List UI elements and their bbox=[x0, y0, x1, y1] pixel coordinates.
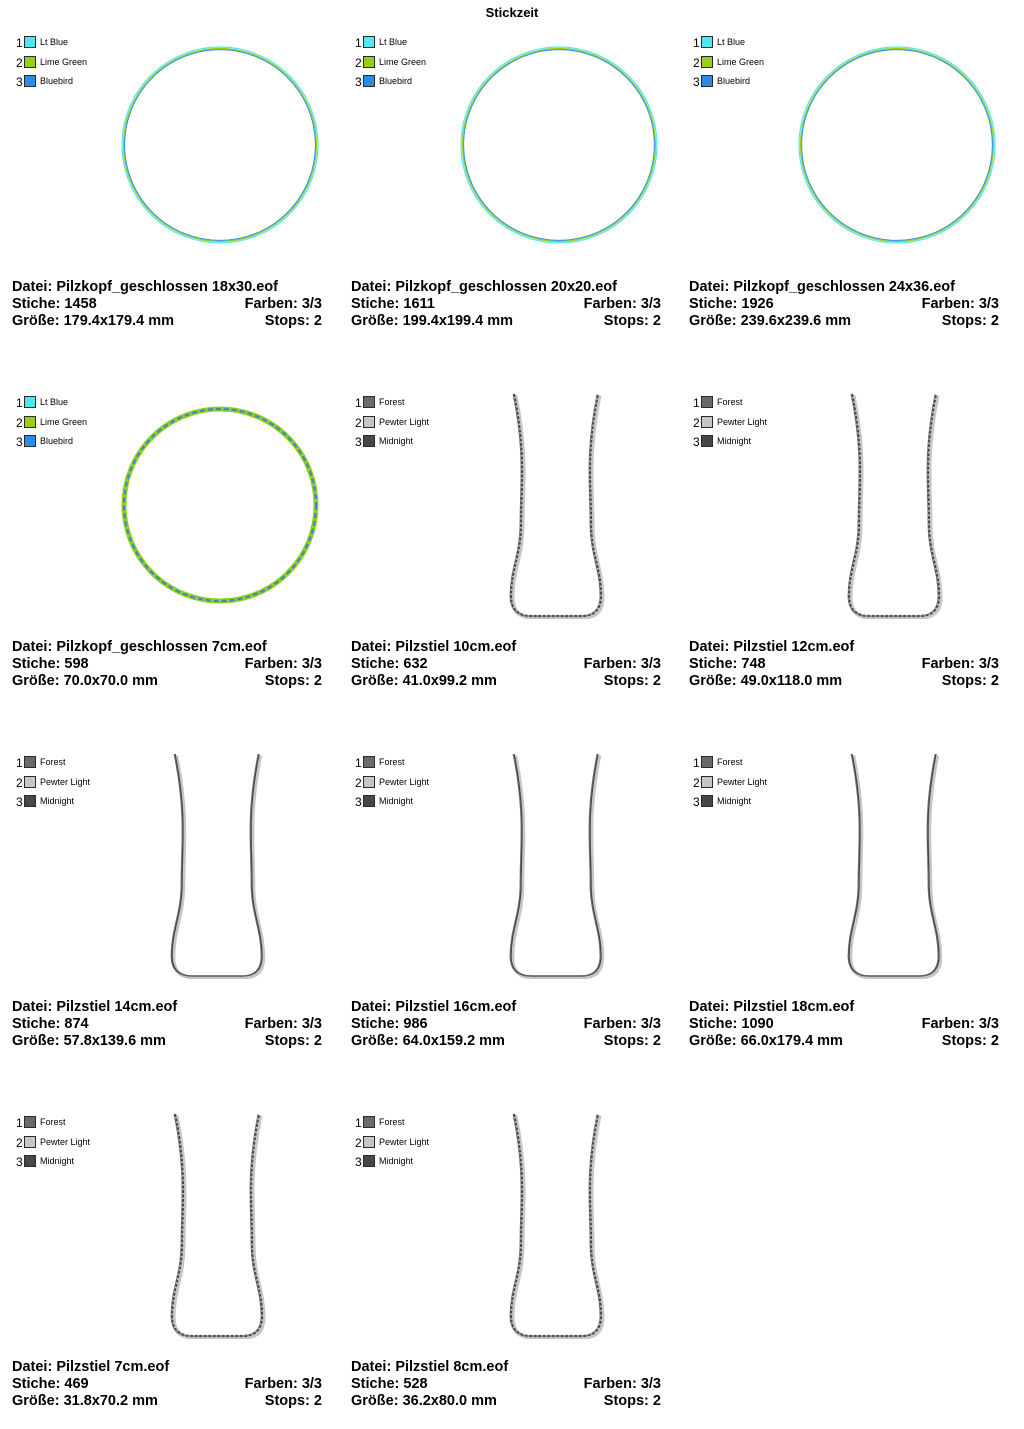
file-line bbox=[351, 999, 661, 1016]
size-value: 66.0x179.4 mm bbox=[740, 1033, 843, 1049]
color-swatch bbox=[363, 75, 375, 87]
colors-value: 3/3 bbox=[978, 656, 999, 672]
file-line bbox=[689, 999, 999, 1016]
stops-label: Stops: bbox=[264, 673, 310, 689]
thread-name: Forest bbox=[379, 397, 405, 407]
file-line bbox=[12, 1359, 322, 1376]
stitch-count: 986 bbox=[403, 1016, 428, 1032]
color-swatch bbox=[701, 776, 713, 788]
color-swatch bbox=[363, 56, 375, 68]
legend-number: 2 bbox=[693, 55, 700, 70]
stops-info bbox=[265, 1033, 322, 1050]
stops-info bbox=[942, 1033, 999, 1050]
colors-info bbox=[922, 296, 999, 313]
design-info bbox=[351, 1359, 661, 1410]
stitch-outline bbox=[802, 50, 993, 241]
color-swatch bbox=[24, 776, 36, 788]
stops-info bbox=[604, 1033, 661, 1050]
file-name: Pilzstiel 10cm.eof bbox=[395, 639, 517, 655]
stops-label: Stops: bbox=[603, 313, 649, 329]
file-label: Datei: bbox=[12, 1359, 53, 1375]
stitch-outline bbox=[174, 1116, 264, 1338]
colors-info bbox=[922, 1016, 999, 1033]
design-info bbox=[12, 999, 322, 1050]
color-swatch bbox=[363, 416, 375, 428]
stitch-line bbox=[689, 656, 999, 673]
size-line bbox=[351, 673, 661, 690]
thread-name: Forest bbox=[379, 757, 405, 767]
colors-value: 3/3 bbox=[978, 296, 999, 312]
color-swatch bbox=[363, 36, 375, 48]
size-label: Größe: bbox=[689, 673, 737, 689]
stitch-line bbox=[351, 656, 661, 673]
legend-number: 3 bbox=[693, 75, 700, 89]
thread-name: Lime Green bbox=[379, 56, 427, 67]
thread-name: Midnight bbox=[40, 1156, 75, 1166]
file-line bbox=[689, 639, 999, 656]
file-label: Datei: bbox=[12, 639, 53, 655]
colors-label: Farben: bbox=[583, 1376, 637, 1392]
thread-name: Lime Green bbox=[717, 56, 765, 67]
stitch-line bbox=[351, 1376, 661, 1393]
size-line bbox=[12, 1033, 322, 1050]
legend-number: 3 bbox=[16, 1155, 23, 1169]
legend-number: 1 bbox=[355, 36, 362, 50]
stitch-line bbox=[351, 296, 661, 313]
color-swatch bbox=[363, 776, 375, 788]
thread-name: Lt Blue bbox=[379, 37, 408, 47]
size-value: 57.8x139.6 mm bbox=[63, 1033, 166, 1049]
legend-number: 2 bbox=[355, 55, 362, 70]
size-label: Größe: bbox=[351, 1033, 399, 1049]
thread-name: Lime Green bbox=[40, 56, 88, 67]
file-name: Pilzstiel 18cm.eof bbox=[733, 999, 855, 1015]
thread-name: Forest bbox=[717, 397, 743, 407]
legend-number: 1 bbox=[16, 396, 23, 410]
stitch-label: Stiche: bbox=[351, 1016, 400, 1032]
page-title: Stickzeit bbox=[485, 5, 539, 20]
legend-number: 2 bbox=[16, 775, 23, 790]
color-swatch bbox=[24, 1136, 36, 1148]
stops-value: 2 bbox=[313, 673, 322, 689]
stitch-count: 632 bbox=[403, 656, 428, 672]
design-card bbox=[10, 9, 330, 349]
stitch-outline bbox=[513, 396, 603, 618]
color-swatch bbox=[24, 435, 36, 447]
size-line bbox=[351, 313, 661, 330]
legend-number: 3 bbox=[693, 435, 700, 449]
size-line bbox=[12, 673, 322, 690]
thread-name: Bluebird bbox=[717, 76, 751, 86]
legend-number: 2 bbox=[16, 55, 23, 70]
design-card bbox=[349, 369, 669, 709]
design-info bbox=[689, 999, 999, 1050]
colors-info bbox=[245, 656, 322, 673]
color-swatch bbox=[24, 756, 36, 768]
stops-value: 2 bbox=[313, 1393, 322, 1409]
colors-info bbox=[922, 656, 999, 673]
file-label: Datei: bbox=[351, 279, 392, 295]
size-value: 41.0x99.2 mm bbox=[402, 673, 497, 689]
file-label: Datei: bbox=[12, 999, 53, 1015]
stitch-label: Stiche: bbox=[12, 1376, 61, 1392]
colors-label: Farben: bbox=[583, 1016, 637, 1032]
color-swatch bbox=[701, 435, 713, 447]
stops-info bbox=[604, 1393, 661, 1410]
design-card bbox=[349, 1089, 669, 1429]
stops-info bbox=[942, 313, 999, 330]
stitch-line bbox=[12, 656, 322, 673]
size-line bbox=[689, 673, 999, 690]
file-label: Datei: bbox=[351, 1359, 392, 1375]
stops-info bbox=[604, 313, 661, 330]
stitch-count: 1090 bbox=[741, 1016, 774, 1032]
file-name: Pilzstiel 16cm.eof bbox=[395, 999, 517, 1015]
size-line bbox=[351, 1033, 661, 1050]
legend-number: 1 bbox=[16, 1116, 23, 1130]
thread-name: Lt Blue bbox=[717, 37, 746, 47]
size-label: Größe: bbox=[689, 1033, 737, 1049]
stops-label: Stops: bbox=[941, 673, 987, 689]
file-line bbox=[351, 1359, 661, 1376]
stitch-label: Stiche: bbox=[351, 656, 400, 672]
thread-name: Pewter Light bbox=[717, 416, 768, 427]
stitch-count: 469 bbox=[64, 1376, 89, 1392]
stitch-outline bbox=[851, 756, 941, 978]
stitch-outline bbox=[513, 1116, 603, 1338]
legend-number: 2 bbox=[355, 415, 362, 430]
file-name: Pilzstiel 8cm.eof bbox=[395, 1359, 509, 1375]
stitch-line bbox=[351, 1016, 661, 1033]
size-label: Größe: bbox=[12, 673, 60, 689]
color-swatch bbox=[363, 756, 375, 768]
color-swatch bbox=[24, 1116, 36, 1128]
stitch-count: 598 bbox=[64, 656, 89, 672]
legend-number: 1 bbox=[355, 756, 362, 770]
color-swatch bbox=[363, 1155, 375, 1167]
file-label: Datei: bbox=[689, 639, 730, 655]
thread-name: Lime Green bbox=[40, 416, 88, 427]
color-swatch bbox=[701, 396, 713, 408]
color-swatch bbox=[701, 75, 713, 87]
stitch-line bbox=[689, 296, 999, 313]
file-name: Pilzkopf_geschlossen 24x36.eof bbox=[733, 279, 955, 295]
file-name: Pilzstiel 12cm.eof bbox=[733, 639, 855, 655]
stitch-count: 1611 bbox=[403, 296, 435, 312]
size-line bbox=[12, 1393, 322, 1410]
stops-value: 2 bbox=[652, 1393, 661, 1409]
thread-name: Forest bbox=[717, 757, 743, 767]
stitch-count: 874 bbox=[64, 1016, 89, 1032]
size-value: 179.4x179.4 mm bbox=[63, 313, 175, 329]
colors-info bbox=[584, 656, 661, 673]
thread-name: Pewter Light bbox=[40, 1136, 91, 1147]
color-swatch bbox=[24, 75, 36, 87]
file-line bbox=[12, 279, 322, 296]
stops-info bbox=[265, 1393, 322, 1410]
colors-info bbox=[245, 1016, 322, 1033]
stops-label: Stops: bbox=[941, 1033, 987, 1049]
stitch-count: 748 bbox=[741, 656, 766, 672]
stops-value: 2 bbox=[990, 1033, 999, 1049]
colors-value: 3/3 bbox=[640, 1016, 661, 1032]
thread-name: Pewter Light bbox=[717, 776, 768, 787]
legend-number: 1 bbox=[355, 396, 362, 410]
size-label: Größe: bbox=[12, 1393, 60, 1409]
size-label: Größe: bbox=[351, 1393, 399, 1409]
stops-value: 2 bbox=[313, 313, 322, 329]
stitch-count: 1458 bbox=[64, 296, 97, 312]
color-swatch bbox=[363, 1136, 375, 1148]
stops-value: 2 bbox=[990, 673, 999, 689]
color-swatch bbox=[701, 56, 713, 68]
stitch-label: Stiche: bbox=[689, 296, 738, 312]
size-label: Größe: bbox=[351, 313, 399, 329]
legend-number: 2 bbox=[16, 415, 23, 430]
design-info bbox=[689, 639, 999, 690]
thread-name: Midnight bbox=[379, 796, 414, 806]
design-card bbox=[349, 729, 669, 1069]
stitch-line bbox=[12, 1376, 322, 1393]
size-value: 199.4x199.4 mm bbox=[402, 313, 514, 329]
color-swatch bbox=[701, 416, 713, 428]
size-value: 31.8x70.2 mm bbox=[63, 1393, 158, 1409]
stitch-line bbox=[689, 1016, 999, 1033]
size-label: Größe: bbox=[689, 313, 737, 329]
stops-info bbox=[604, 673, 661, 690]
design-card bbox=[687, 369, 1007, 709]
legend-number: 3 bbox=[16, 435, 23, 449]
design-card bbox=[349, 9, 669, 349]
colors-value: 3/3 bbox=[301, 656, 322, 672]
thread-name: Pewter Light bbox=[379, 416, 430, 427]
thread-name: Midnight bbox=[379, 1156, 414, 1166]
legend-number: 1 bbox=[355, 1116, 362, 1130]
legend-number: 2 bbox=[16, 1135, 23, 1150]
stops-label: Stops: bbox=[941, 313, 987, 329]
stops-value: 2 bbox=[990, 313, 999, 329]
legend-number: 3 bbox=[355, 1155, 362, 1169]
file-line bbox=[351, 639, 661, 656]
legend-number: 2 bbox=[355, 775, 362, 790]
colors-info bbox=[584, 1376, 661, 1393]
legend-number: 2 bbox=[355, 1135, 362, 1150]
legend-number: 3 bbox=[355, 435, 362, 449]
colors-value: 3/3 bbox=[978, 1016, 999, 1032]
color-swatch bbox=[701, 36, 713, 48]
design-info bbox=[351, 639, 661, 690]
colors-value: 3/3 bbox=[640, 656, 661, 672]
thread-name: Midnight bbox=[717, 796, 752, 806]
legend-number: 3 bbox=[355, 795, 362, 809]
legend-number: 3 bbox=[355, 75, 362, 89]
legend-number: 2 bbox=[693, 775, 700, 790]
colors-label: Farben: bbox=[583, 656, 637, 672]
design-info bbox=[12, 279, 322, 330]
stops-value: 2 bbox=[652, 1033, 661, 1049]
colors-label: Farben: bbox=[244, 656, 298, 672]
stops-label: Stops: bbox=[264, 313, 310, 329]
design-card bbox=[10, 729, 330, 1069]
legend-number: 1 bbox=[693, 756, 700, 770]
legend-number: 1 bbox=[16, 36, 23, 50]
stitch-label: Stiche: bbox=[689, 656, 738, 672]
file-name: Pilzstiel 7cm.eof bbox=[56, 1359, 170, 1375]
stitch-label: Stiche: bbox=[689, 1016, 738, 1032]
size-value: 36.2x80.0 mm bbox=[402, 1393, 497, 1409]
colors-label: Farben: bbox=[244, 1376, 298, 1392]
stitch-label: Stiche: bbox=[351, 1376, 400, 1392]
design-card bbox=[10, 1089, 330, 1429]
colors-value: 3/3 bbox=[640, 1376, 661, 1392]
design-info bbox=[689, 279, 999, 330]
size-value: 49.0x118.0 mm bbox=[740, 673, 843, 689]
color-swatch bbox=[363, 795, 375, 807]
file-label: Datei: bbox=[689, 999, 730, 1015]
thread-name: Forest bbox=[40, 757, 66, 767]
thread-name: Forest bbox=[379, 1117, 405, 1127]
size-value: 239.6x239.6 mm bbox=[740, 313, 852, 329]
stops-info bbox=[265, 313, 322, 330]
colors-value: 3/3 bbox=[301, 1376, 322, 1392]
stitch-line bbox=[12, 1016, 322, 1033]
stitch-label: Stiche: bbox=[351, 296, 400, 312]
size-label: Größe: bbox=[12, 313, 60, 329]
stops-value: 2 bbox=[652, 313, 661, 329]
legend-number: 3 bbox=[693, 795, 700, 809]
file-line bbox=[351, 279, 661, 296]
file-line bbox=[12, 999, 322, 1016]
thread-name: Pewter Light bbox=[379, 1136, 430, 1147]
colors-value: 3/3 bbox=[301, 1016, 322, 1032]
stitch-outline bbox=[125, 50, 316, 241]
design-info bbox=[351, 999, 661, 1050]
size-line bbox=[351, 1393, 661, 1410]
legend-number: 3 bbox=[16, 75, 23, 89]
file-line bbox=[689, 279, 999, 296]
thread-name: Midnight bbox=[717, 436, 752, 446]
file-line bbox=[12, 639, 322, 656]
file-name: Pilzkopf_geschlossen 7cm.eof bbox=[56, 639, 267, 655]
thread-name: Pewter Light bbox=[40, 776, 91, 787]
legend-number: 1 bbox=[16, 756, 23, 770]
stops-label: Stops: bbox=[603, 1393, 649, 1409]
legend-number: 1 bbox=[693, 36, 700, 50]
size-label: Größe: bbox=[351, 673, 399, 689]
stops-value: 2 bbox=[313, 1033, 322, 1049]
color-swatch bbox=[363, 435, 375, 447]
colors-label: Farben: bbox=[244, 296, 298, 312]
colors-label: Farben: bbox=[583, 296, 637, 312]
colors-value: 3/3 bbox=[640, 296, 661, 312]
stitch-label: Stiche: bbox=[12, 656, 61, 672]
stitch-label: Stiche: bbox=[12, 296, 61, 312]
colors-label: Farben: bbox=[921, 1016, 975, 1032]
color-swatch bbox=[363, 396, 375, 408]
stitch-line bbox=[12, 296, 322, 313]
colors-info bbox=[584, 1016, 661, 1033]
color-swatch bbox=[701, 795, 713, 807]
file-label: Datei: bbox=[12, 279, 53, 295]
file-name: Pilzkopf_geschlossen 18x30.eof bbox=[56, 279, 278, 295]
colors-label: Farben: bbox=[244, 1016, 298, 1032]
file-label: Datei: bbox=[689, 279, 730, 295]
thread-name: Bluebird bbox=[40, 76, 74, 86]
colors-label: Farben: bbox=[921, 296, 975, 312]
stitch-outline bbox=[851, 396, 941, 618]
thread-name: Bluebird bbox=[40, 436, 74, 446]
stops-info bbox=[265, 673, 322, 690]
design-card bbox=[687, 729, 1007, 1069]
file-name: Pilzstiel 14cm.eof bbox=[56, 999, 178, 1015]
thread-name: Midnight bbox=[379, 436, 414, 446]
stops-label: Stops: bbox=[603, 673, 649, 689]
colors-info bbox=[245, 1376, 322, 1393]
color-swatch bbox=[24, 56, 36, 68]
file-name: Pilzkopf_geschlossen 20x20.eof bbox=[395, 279, 617, 295]
thread-name: Lt Blue bbox=[40, 37, 69, 47]
stops-value: 2 bbox=[652, 673, 661, 689]
stitch-count: 1926 bbox=[741, 296, 774, 312]
stops-label: Stops: bbox=[264, 1033, 310, 1049]
size-line bbox=[12, 313, 322, 330]
color-swatch bbox=[24, 396, 36, 408]
colors-value: 3/3 bbox=[301, 296, 322, 312]
size-value: 64.0x159.2 mm bbox=[402, 1033, 505, 1049]
design-info bbox=[12, 639, 322, 690]
thread-name: Bluebird bbox=[379, 76, 413, 86]
size-line bbox=[689, 1033, 999, 1050]
stitch-outline bbox=[513, 756, 603, 978]
thread-name: Pewter Light bbox=[379, 776, 430, 787]
color-swatch bbox=[24, 36, 36, 48]
color-swatch bbox=[24, 416, 36, 428]
color-swatch bbox=[24, 1155, 36, 1167]
legend-number: 1 bbox=[693, 396, 700, 410]
color-swatch bbox=[363, 1116, 375, 1128]
stitch-outline bbox=[174, 756, 264, 978]
stops-label: Stops: bbox=[603, 1033, 649, 1049]
design-info bbox=[12, 1359, 322, 1410]
legend-number: 3 bbox=[16, 795, 23, 809]
thread-name: Forest bbox=[40, 1117, 66, 1127]
color-swatch bbox=[24, 795, 36, 807]
design-card bbox=[687, 9, 1007, 349]
colors-info bbox=[245, 296, 322, 313]
stitch-count: 528 bbox=[403, 1376, 428, 1392]
stops-label: Stops: bbox=[264, 1393, 310, 1409]
file-label: Datei: bbox=[351, 639, 392, 655]
colors-info bbox=[584, 296, 661, 313]
thread-name: Midnight bbox=[40, 796, 75, 806]
design-info bbox=[351, 279, 661, 330]
colors-label: Farben: bbox=[921, 656, 975, 672]
design-card bbox=[10, 369, 330, 709]
size-value: 70.0x70.0 mm bbox=[63, 673, 158, 689]
size-line bbox=[689, 313, 999, 330]
size-label: Größe: bbox=[12, 1033, 60, 1049]
file-label: Datei: bbox=[351, 999, 392, 1015]
stops-info bbox=[942, 673, 999, 690]
color-swatch bbox=[701, 756, 713, 768]
stitch-label: Stiche: bbox=[12, 1016, 61, 1032]
legend-number: 2 bbox=[693, 415, 700, 430]
stitch-outline bbox=[464, 50, 655, 241]
thread-name: Lt Blue bbox=[40, 397, 69, 407]
